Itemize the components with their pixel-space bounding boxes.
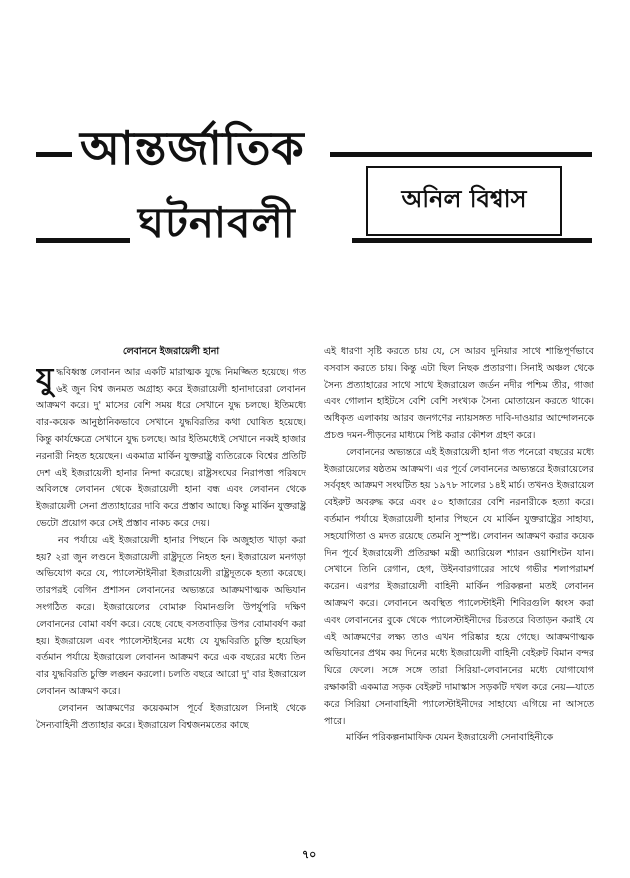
drop-cap: যু xyxy=(36,361,54,397)
paragraph: মার্কিন পরিকল্পনামাফিক যেমন ইজরায়েলী সেনাবাহিনীকে xyxy=(346,732,554,744)
header-rule-top-right xyxy=(330,152,592,157)
section-title: লেবাননে ইজরায়েলী হানা xyxy=(122,346,220,357)
paragraph xyxy=(36,361,306,533)
paragraph: লেবানন আক্রমণের কয়েকমাস পূর্বে ইজরায়েল সিনাই থেকে সৈন্যবাহিনী প্রত্যাহার করে। ইজরায়েল বিশ্বজনমতের কাছে xyxy=(36,702,306,731)
article-column-right xyxy=(324,344,594,747)
paragraph: এই ধারণা সৃষ্টি করতে চায় যে, সে আরব দুনিয়ার সাথে শান্তিপূর্ণভাবে বসবাস করতে চায়। কিন্তু এটা ছিল নিছক প্রতারণা। সিনাই অঞ্চল থেকে সৈন্য প্রত্যাহারের সাথে সাথে ইজরায়েল জর্ডন নদীর পশ্চিম তীর, গাজা এবং গোলান হাইটসে বেশি বেশি সংখ্যক সৈন্য মোতায়েন করতে থাকে। অধিকৃত এলাকায় আরব জনগণের ন্যায়সঙ্গত দাবি-দাওয়ার আন্দোলনকে প্রচণ্ড দমন-পীড়নের মাধ্যমে পিষ্ট করার কৌশল গ্রহণ করে। xyxy=(324,346,594,441)
author-box xyxy=(366,166,562,236)
headline-line-1: আন্তর্জাতিক xyxy=(80,121,305,175)
paragraph-text: দ্ধবিধ্বস্ত লেবানন আর একটি মারাত্মক যুদ্ধে নিমজ্জিত হয়েছে। গত ৬ই জুন বিশ্ব জনমত অগ্রাহ্য করে ইজরায়েলী হানাদারেরা লেবানন আক্রমণ করে। দু' মাসের বেশি সময় ধরে সেখানে যুদ্ধ চলছে। ইতিমধ্যে বার-কয়েক আনুষ্ঠানিকভাবে সেখানে যুদ্ধবিরতির কথা ঘোষিত হয়েছে। কিন্তু কার্যক্ষেত্রে সেখানে যুদ্ধ চলছে। আর ইতিমধ্যেই সেখানে নব্বই হাজার নরনারী নিহত হয়েছেন। একমাত্র মার্কিন যুক্তরাষ্ট্র ব্যতিরেকে বিশ্বের প্রতিটি দেশ এই ইজরায়েলী হানার নিন্দা করেছে। রাষ্ট্রসংঘের নিরাপত্তা পরিষদে অবিলম্বে লেবানন থেকে ইজরায়েলী হানা বন্ধ এবং লেবানন থেকে ইজরায়েলী সেনা প্রত্যাহারের দাবি করে প্রস্তাব আছে। কিন্তু মার্কিন যুক্তরাষ্ট্র ভেটো প্রয়োগ করে সেই প্রস্তাব নাকচ করে দেয়। xyxy=(36,366,306,529)
paragraph: লেবাননের অভ্যন্তরে এই ইজরায়েলী হানা গত পনেরো বছরের মধ্যে ইজরায়েলের ষষ্ঠতম আক্রমণ। এর পূর্বে লেবাননের অভ্যন্তরে ইজরায়েলের সর্ববৃহৎ আক্রমণ সংঘটিত হয় ১৯৭৮ সালের ১৪ই মার্চ। তখনও ইজরায়েল বেইরুট অবরুদ্ধ করে এবং ৫০ হাজারের বেশি নরনারীকে হত্যা করে। বর্তমান পর্যায়ে ইজরায়েলী হানার পিছনে যে মার্কিন যুক্তরাষ্ট্রের সাহায্য, সহযোগিতা ও মদত রয়েছে তেমনি সুস্পষ্ট। লেবানন আক্রমণ করার কয়েক দিন পূর্বে ইজরায়েলী প্রতিরক্ষা মন্ত্রী অ্যারিয়েল শ্যারন ওয়াশিংটন যান। সেখানে তিনি রেগান, হেগ, উইনবারগারের সাথে গভীর শলাপরামর্শ করেন। এরপর ইজরায়েলী বাহিনী মার্কিন পরিকল্পনা মতই লেবানন আক্রমণ করে। লেবাননে অবস্থিত প্যালেস্টাইনী শিবিরগুলি ধ্বংস করা এবং লেবাননের বুকে থেকে প্যালেস্টাইনীদের চিরতরে বিতাড়ন করাই যে এই আক্রমণের লক্ষ্য তাও এখন পরিষ্কার হয়ে গেছে। আক্রমণাত্মক অভিযানের প্রথম কয় দিনের মধ্যে ইজরায়েলী বাহিনী বেইরুট বিমান বন্দর ঘিরে ফেলে। সঙ্গে সঙ্গে তারা সিরিয়া-লেবাননের মধ্যে যোগাযোগ রক্ষাকারী একমাত্র সড়ক বেইরুট দামাস্কাস সড়কটি দখল করে নেয়—যাতে করে সিরিয়া সেনাবাহিনী প্যালেস্টাইনীদের সাহায্যে এগিয়ে না আসতে পারে। xyxy=(324,446,594,727)
header-rule-top-left xyxy=(36,152,72,157)
header-rule-bottom-right xyxy=(352,238,592,243)
article-column-left xyxy=(36,344,306,734)
header-rule-bottom-left xyxy=(36,238,130,243)
page-number: ৭০ xyxy=(302,848,317,861)
paragraph: নব পর্যায়ে এই ইজরায়েলী হানার পিছনে কি অজুহাত খাড়া করা হয়? ২রা জুন লণ্ডনে ইজরায়েলী রাষ্ট্রদূতে নিহত হন। ইজরায়েল মনগড়া অভিযোগ করে যে, প্যালেস্টাইনীরা ইজরায়েলী রাষ্ট্রদূতকে হত্যা করেছে। তারপরই বেগিন প্রশাসন লেবাননের অভ্যন্তরে আক্রমণাত্মক অভিযান সংগঠিত করে। ইজরায়েলের বোমারু বিমানগুলি উপর্যুপরি দক্ষিণ লেবাননের বোমা বর্ষণ করে। বেছে বেছে বসতবাড়ির উপর বোমাবর্ষণ করা হয়। ইজরায়েল এবং প্যালেস্টাইনের মধ্যে যে যুদ্ধবিরতি চুক্তি হয়েছিল বর্তমান পর্যায়ে ইজরায়েল লেবানন আক্রমণ করে এক বছরের মধ্যে তিন বার যুদ্ধবিরতি চুক্তি লঙ্ঘন করলো। চলতি বছরে আরো দু' বার ইজরায়েল লেবানন আক্রমণ করে। xyxy=(36,534,306,697)
headline-line-2: ঘটনাবলী xyxy=(138,198,296,247)
author-name: অনিল বিশ্বাস xyxy=(401,185,527,213)
